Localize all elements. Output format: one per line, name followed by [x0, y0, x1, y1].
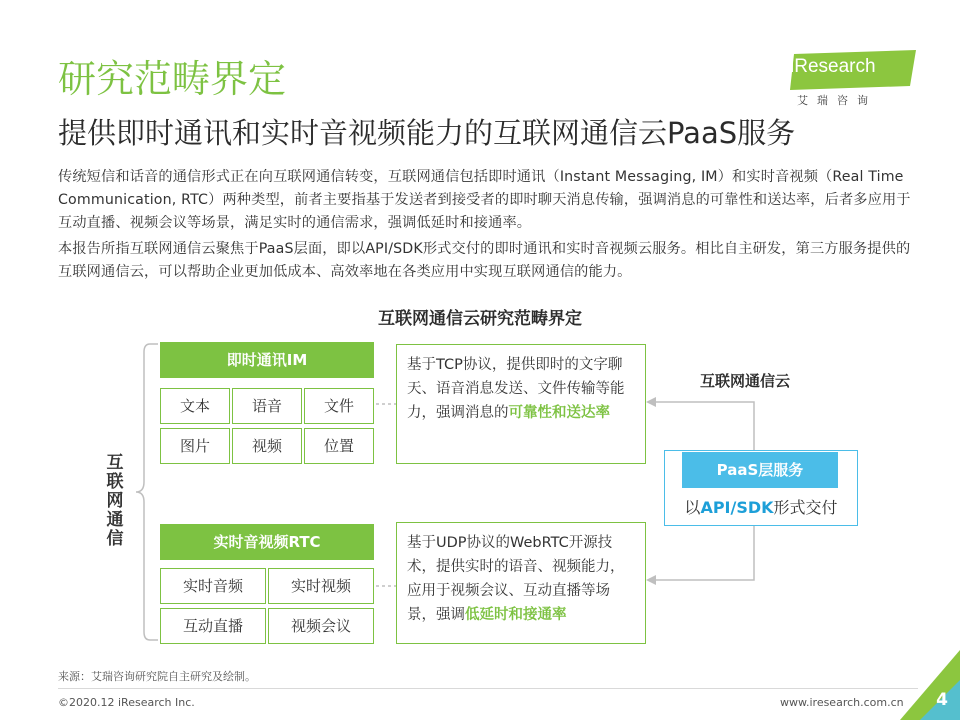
arrow-to-rtc	[652, 526, 754, 580]
im-item-location: 位置	[304, 428, 374, 464]
im-description	[396, 344, 646, 464]
paas-header: PaaS层服务	[682, 452, 838, 488]
arrow-head-im	[646, 397, 656, 407]
cloud-label: 互联网通信云	[700, 372, 791, 390]
diagram-title: 互联网通信云研究范畴界定	[378, 309, 582, 329]
arrow-to-im	[652, 402, 754, 450]
side-label-internet-communication: 互联网通信	[106, 453, 124, 549]
page-subtitle: 提供即时通讯和实时音视频能力的互联网通信云PaaS服务	[58, 116, 796, 150]
footer-divider	[58, 688, 918, 689]
im-description-highlight: 可靠性和送达率	[508, 405, 610, 421]
rtc-group-header: 实时音视频RTC	[160, 524, 374, 560]
im-description-text: 基于TCP协议，提供即时的文字聊天、语音消息发送、文件传输等能力，强调消息的	[407, 357, 625, 421]
im-item-image: 图片	[160, 428, 230, 464]
intro-paragraph-2: 本报告所指互联网通信云聚焦于PaaS层面，即以API/SDK形式交付的即时通讯和实时音视频云服务。相比自主研发，第三方服务提供的互联网通信云，可以帮助企业更加低成本、高效率地在各类应用中实现互联网通信的能力。	[58, 241, 911, 280]
intro-paragraph-1: 传统短信和话音的通信形式正在向互联网通信转变，互联网通信包括即时通讯（Instant Messaging, IM）和实时音视频（Real Time Communication, RTC）两种类型，前者主要指基于发送者到接受者的即时聊天消息传输，强调消息的可靠性和送达率，后者多应用于互动直播、视频会议等场景，满足实时的通信需求，强调低延时和接通率。	[58, 169, 911, 231]
copyright: ©2020.12 iResearch Inc.	[58, 696, 195, 709]
website-link[interactable]: www.iresearch.com.cn	[780, 696, 904, 709]
logo-chinese-name: 艾瑞咨询	[797, 94, 877, 107]
rtc-description	[396, 522, 646, 644]
im-item-video: 视频	[232, 428, 302, 464]
paas-delivery	[664, 494, 858, 522]
arrow-head-rtc	[646, 575, 656, 585]
im-item-text: 文本	[160, 388, 230, 424]
rtc-item-interactive-live: 互动直播	[160, 608, 266, 644]
rtc-description-highlight: 低延时和接通率	[465, 607, 567, 623]
left-brace	[136, 344, 158, 640]
paas-delivery-suffix: 形式交付	[773, 498, 838, 517]
rtc-item-realtime-video: 实时视频	[268, 568, 374, 604]
page-title: 研究范畴界定	[58, 57, 287, 101]
im-group-header: 即时通讯IM	[160, 342, 374, 378]
paas-delivery-highlight: API/SDK	[700, 498, 774, 517]
source-note: 来源：艾瑞咨询研究院自主研究及绘制。	[58, 670, 256, 683]
paas-delivery-prefix: 以	[684, 498, 701, 517]
rtc-item-realtime-audio: 实时音频	[160, 568, 266, 604]
logo-wordmark: iResearch	[790, 56, 876, 77]
im-item-voice: 语音	[232, 388, 302, 424]
rtc-description-text: 基于UDP协议的WebRTC开源技术，提供实时的语音、视频能力，应用于视频会议、互动直播等场景，强调	[407, 535, 625, 623]
page-number: 4	[936, 690, 948, 710]
rtc-item-video-conference: 视频会议	[268, 608, 374, 644]
im-item-file: 文件	[304, 388, 374, 424]
